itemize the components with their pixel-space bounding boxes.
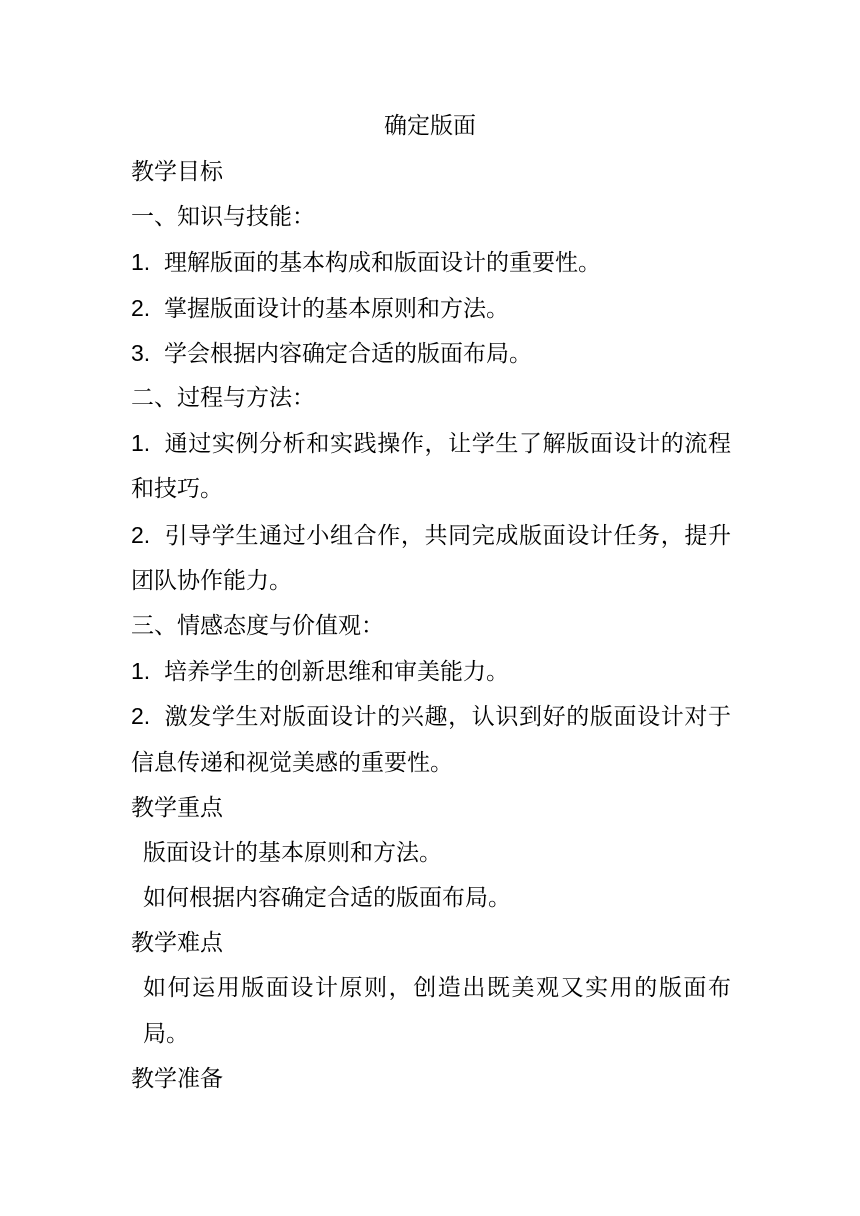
item-number: 3. xyxy=(131,339,151,366)
key-point-item: 如何根据内容确定合适的版面布局。 xyxy=(143,885,511,912)
difficulty-item: 如何运用版面设计原则，创造出既美观又实用的版面布局。 xyxy=(143,975,731,1047)
objectives-heading: 教学目标 xyxy=(131,159,223,185)
item-number: 1. xyxy=(131,658,151,685)
knowledge-heading: 一、知识与技能： xyxy=(131,204,315,231)
difficulties-heading: 教学难点 xyxy=(131,930,223,957)
process-heading: 二、过程与方法： xyxy=(131,384,315,411)
document-title: 确定版面 xyxy=(384,113,476,139)
list-item xyxy=(131,240,731,285)
item-text: 理解版面的基本构成和版面设计的重要性。 xyxy=(164,250,601,277)
key-points-heading: 教学重点 xyxy=(131,794,223,821)
item-text: 培养学生的创新思维和审美能力。 xyxy=(164,659,509,686)
item-text: 掌握版面设计的基本原则和方法。 xyxy=(164,295,509,322)
list-item xyxy=(131,286,731,331)
item-number: 1. xyxy=(131,430,151,457)
item-number: 1. xyxy=(131,249,151,276)
item-text: 通过实例分析和实践操作，让学生了解版面设计的流程和技巧。 xyxy=(131,431,731,503)
preparation-heading: 教学准备 xyxy=(131,1065,223,1092)
list-item xyxy=(131,649,731,694)
item-text: 学会根据内容确定合适的版面布局。 xyxy=(164,340,532,367)
document-body xyxy=(131,150,731,1102)
item-text: 激发学生对版面设计的兴趣，认识到好的版面设计对于信息传递和视觉美感的重要性。 xyxy=(131,704,731,776)
item-text: 引导学生通过小组合作，共同完成版面设计任务，提升团队协作能力。 xyxy=(131,522,731,594)
key-point-item: 版面设计的基本原则和方法。 xyxy=(143,839,442,866)
item-number: 2. xyxy=(131,294,151,321)
attitude-heading: 三、情感态度与价值观： xyxy=(131,612,384,639)
item-number: 2. xyxy=(131,521,151,548)
item-number: 2. xyxy=(131,703,151,730)
list-item xyxy=(131,421,731,512)
list-item xyxy=(131,331,731,376)
list-item xyxy=(131,694,731,785)
list-item xyxy=(131,513,731,604)
